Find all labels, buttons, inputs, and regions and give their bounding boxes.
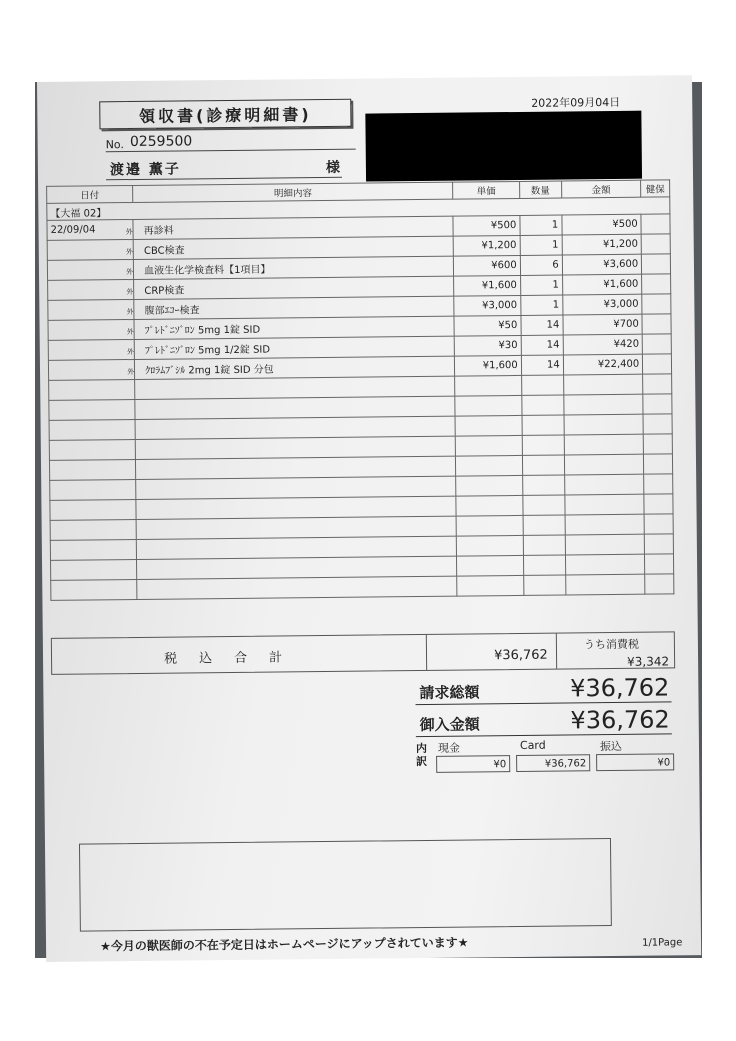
itemized-table [46,179,674,601]
date-cell [50,479,136,500]
header-quantity: 数量 [519,181,561,198]
external-mark: 外 [126,308,134,317]
unit-price-cell [455,375,521,396]
insurance-cell [644,474,673,494]
quantity-cell [522,395,564,415]
transfer-value: ¥0 [596,753,674,771]
header-date: 日付 [47,186,133,204]
unit-price-cell [456,435,522,456]
quantity-cell: 14 [521,315,563,335]
insurance-cell [643,414,672,434]
card-label: Card [519,738,546,752]
quantity-cell [523,495,565,515]
unit-price-cell: ¥50 [454,315,520,336]
date-cell [49,379,135,400]
category-label: 【大福 02】 [47,197,670,221]
unit-price-cell [457,555,523,576]
item-description: CBC検査 [143,245,185,257]
unit-price-cell: ¥1,600 [455,355,521,376]
unit-price-cell: ¥1,600 [454,275,520,296]
description-cell [127,356,456,379]
quantity-cell [522,435,564,455]
tax-label: うち消費税 [583,637,639,652]
insurance-cell [643,374,672,394]
external-mark: 外 [125,228,133,237]
amount-cell: ¥700 [563,314,643,335]
footer-notice: ★今月の獣医師の不在予定日はホームページにアップされています★ [99,935,469,954]
insurance-cell [642,334,671,354]
receipt-number-label: No. [105,138,124,152]
quantity-cell [522,455,564,475]
unit-price-cell [456,475,522,496]
unit-price-cell: ¥1,200 [454,235,520,256]
insurance-cell [645,554,674,574]
unit-price-cell: ¥500 [453,215,519,236]
transfer-label: 振込 [599,739,623,754]
amount-cell [564,414,644,435]
external-mark: 外 [125,248,133,257]
item-description: 血液生化学検査料【1項目】 [144,264,271,277]
received-value: ¥36,762 [570,705,670,735]
unit-price-cell [457,575,523,596]
insurance-cell [645,574,674,594]
received-row [416,707,672,737]
insurance-cell [641,214,670,234]
insurance-cell [644,454,673,474]
insurance-cell [642,294,671,314]
date-cell [49,459,135,480]
payment-breakdown [416,737,676,780]
amount-cell: ¥22,400 [563,354,643,375]
unit-price-cell [456,495,522,516]
date-cell [50,539,136,560]
amount-cell [565,554,645,575]
insurance-cell [643,434,672,454]
amount-cell [565,494,645,515]
quantity-cell [523,515,565,535]
tax-value: ¥3,342 [627,654,670,669]
breakdown-label: 内訳 [415,741,428,769]
quantity-cell: 1 [520,215,562,235]
amount-cell [565,574,645,595]
date-cell [48,279,134,300]
date-cell [49,419,135,440]
amount-cell: ¥3,000 [562,294,642,315]
quantity-cell [523,555,565,575]
divider [556,634,557,669]
insurance-cell [644,514,673,534]
date-cell [50,519,136,540]
external-mark: 外 [126,347,135,357]
total-value: ¥36,762 [493,647,548,664]
issue-date: 2022年09月04日 [531,95,621,110]
receipt-paper [37,75,701,962]
amount-cell: ¥3,600 [562,254,642,275]
cash-label: 現金 [437,741,461,755]
quantity-cell: 6 [520,255,562,275]
total-section [51,631,675,675]
external-mark: 外 [127,367,135,377]
date-cell [48,359,134,380]
insurance-cell [645,534,674,554]
card-value: ¥36,762 [516,754,590,772]
divider [426,635,427,670]
amount-cell: ¥500 [562,214,642,235]
amount-cell: ¥1,200 [562,234,642,255]
item-description: ﾌﾟﾚﾄﾞﾆｿﾞﾛﾝ 5mg 1錠 SID [144,324,261,337]
quantity-cell: 1 [521,295,563,315]
unit-price-cell [457,535,523,556]
row-date: 22/09/04 [50,224,96,236]
amount-cell [565,534,645,555]
unit-price-cell [456,455,522,476]
item-description: CRP検査 [144,285,185,297]
quantity-cell [522,475,564,495]
insurance-cell [644,494,673,514]
receipt-number: 0259500 [129,133,193,151]
amount-cell: ¥1,600 [562,274,642,295]
date-cell [47,220,133,241]
date-cell [48,319,134,340]
date-cell [49,399,135,420]
date-cell [51,559,137,580]
insurance-cell [641,234,670,254]
date-cell [47,259,133,280]
date-cell [51,579,137,600]
amount-cell [563,374,643,395]
quantity-cell [523,535,565,555]
date-cell [47,240,133,261]
quantity-cell [523,575,565,595]
unit-price-cell [457,515,523,536]
quantity-cell [522,415,564,435]
header-description: 明細内容 [133,182,453,202]
patient-name: 渡邉 薫子 [109,161,181,179]
amount-cell [564,434,644,455]
quantity-cell: 14 [521,335,563,355]
unit-price-cell: ¥30 [455,335,521,356]
item-description: 再診料 [143,225,174,237]
received-label: 御入金額 [419,715,480,735]
external-mark: 外 [126,268,134,277]
quantity-cell [521,375,563,395]
unit-price-cell: ¥600 [454,255,520,276]
unit-price-cell [455,395,521,416]
item-description: 腹部ｴｺｰ検査 [144,305,200,317]
date-cell [50,499,136,520]
receipt-number-row [106,131,356,153]
amount-cell [564,454,644,475]
amount-cell: ¥420 [563,334,643,355]
amount-cell [565,514,645,535]
notes-box [79,838,612,932]
receipt-title: 領収書(診療明細書) [99,99,351,130]
header-amount: 金額 [561,180,641,198]
header-unit-price: 単価 [453,181,519,199]
total-billed-row [415,675,671,705]
honorific: 様 [325,159,340,176]
patient-name-row [106,157,342,180]
page-number: 1/1Page [641,937,683,949]
insurance-cell [643,394,672,414]
unit-price-cell: ¥3,000 [454,295,520,316]
date-cell [49,439,135,460]
date-cell [48,339,134,360]
item-description: ｸﾛﾗﾑﾌﾞｼﾙ 2mg 1錠 SID 分包 [145,364,274,377]
date-cell [48,299,134,320]
redacted-clinic-info [365,111,642,182]
header-insurance: 健保 [641,180,670,197]
amount-cell [564,474,644,495]
quantity-cell: 1 [520,275,562,295]
cash-value: ¥0 [436,755,510,773]
quantity-cell: 1 [520,235,562,255]
description-cell [137,576,458,599]
total-label: 税込合計 [163,650,305,667]
unit-price-cell [456,415,522,436]
total-billed-label: 請求総額 [419,683,480,703]
insurance-cell [642,314,671,334]
item-description: ﾌﾟﾚﾄﾞﾆｿﾞﾛﾝ 5mg 1/2錠 SID [144,344,271,357]
insurance-cell [642,274,671,294]
photo-background [35,82,702,958]
quantity-cell: 14 [521,355,563,375]
external-mark: 外 [126,328,134,337]
insurance-cell [643,354,672,374]
insurance-cell [642,254,671,274]
external-mark: 外 [126,288,134,297]
total-billed-value: ¥36,762 [569,673,670,703]
amount-cell [564,394,644,415]
